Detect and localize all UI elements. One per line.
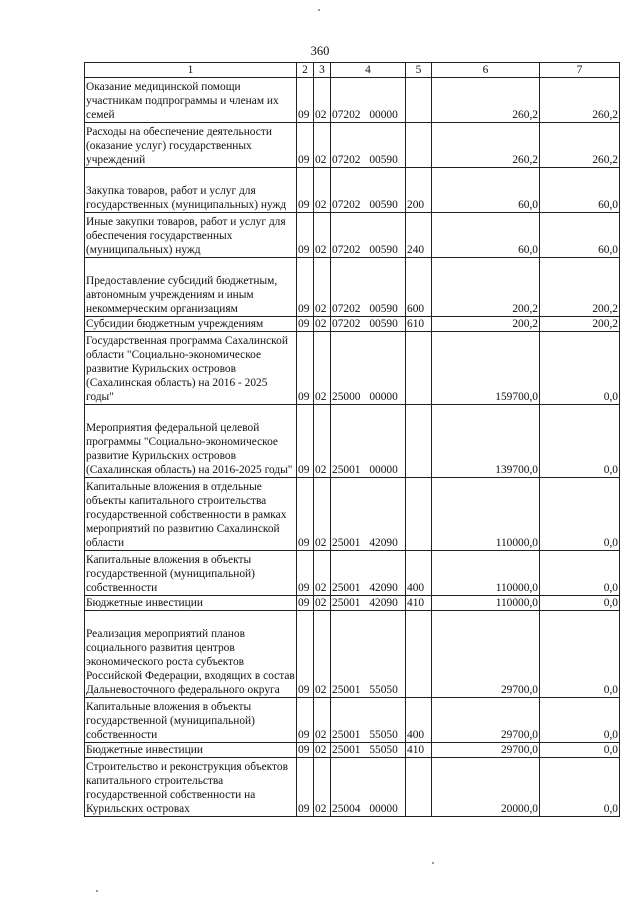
table-row [85, 332, 620, 405]
row-target-article: 07202 00590 [331, 317, 406, 332]
row-expense-type: 200 [406, 168, 432, 213]
header-col-5: 5 [406, 63, 432, 78]
table-row [85, 123, 620, 168]
header-col-1: 1 [85, 63, 297, 78]
table-row [85, 698, 620, 743]
row-sum-1: 159700,0 [432, 332, 540, 405]
row-razdel: 09 [297, 405, 314, 478]
row-target-article: 07202 00000 [331, 78, 406, 123]
row-sum-2: 0,0 [540, 743, 620, 758]
row-sum-2: 0,0 [540, 332, 620, 405]
scan-speck [96, 890, 98, 892]
row-expense-type [406, 123, 432, 168]
row-name: Закупка товаров, работ и услуг для государственных (муниципальных) нужд [85, 168, 297, 213]
row-sum-1: 110000,0 [432, 551, 540, 596]
row-podrazdel: 02 [314, 405, 331, 478]
row-sum-2: 0,0 [540, 478, 620, 551]
row-podrazdel: 02 [314, 743, 331, 758]
row-expense-type [406, 758, 432, 817]
row-target-article: 25001 55050 [331, 611, 406, 698]
row-expense-type: 400 [406, 551, 432, 596]
row-sum-1: 29700,0 [432, 698, 540, 743]
table-row [85, 611, 620, 698]
row-name: Государственная программа Сахалинской области "Социально-экономическое развитие Курильских островов (Сахалинская область) на 2016 - 2025 годы" [85, 332, 297, 405]
scan-speck [432, 862, 434, 864]
table-row [85, 743, 620, 758]
row-sum-1: 260,2 [432, 78, 540, 123]
row-expense-type: 410 [406, 743, 432, 758]
row-sum-2: 200,2 [540, 317, 620, 332]
row-razdel: 09 [297, 698, 314, 743]
row-name: Оказание медицинской помощи участникам подпрограммы и членам их семей [85, 78, 297, 123]
table-row [85, 78, 620, 123]
row-podrazdel: 02 [314, 551, 331, 596]
row-expense-type [406, 478, 432, 551]
row-expense-type [406, 611, 432, 698]
row-sum-2: 0,0 [540, 551, 620, 596]
row-sum-1: 110000,0 [432, 596, 540, 611]
row-target-article: 25001 42090 [331, 596, 406, 611]
row-podrazdel: 02 [314, 258, 331, 317]
row-expense-type [406, 405, 432, 478]
row-sum-1: 29700,0 [432, 743, 540, 758]
row-expense-type: 240 [406, 213, 432, 258]
row-expense-type: 400 [406, 698, 432, 743]
row-podrazdel: 02 [314, 332, 331, 405]
row-name: Субсидии бюджетным учреждениям [85, 317, 297, 332]
row-expense-type: 610 [406, 317, 432, 332]
row-razdel: 09 [297, 317, 314, 332]
row-razdel: 09 [297, 743, 314, 758]
row-name: Предоставление субсидий бюджетным, автономным учреждениям и иным некоммерческим организациям [85, 258, 297, 317]
row-target-article: 25001 42090 [331, 551, 406, 596]
table-row [85, 405, 620, 478]
row-target-article: 07202 00590 [331, 258, 406, 317]
row-sum-1: 60,0 [432, 213, 540, 258]
row-name: Мероприятия федеральной целевой программы "Социально-экономическое развитие Курильских островов (Сахалинская область) на 2016-2025 годы" [85, 405, 297, 478]
row-sum-2: 0,0 [540, 405, 620, 478]
row-target-article: 07202 00590 [331, 168, 406, 213]
page-number: 360 [310, 44, 330, 58]
row-razdel: 09 [297, 168, 314, 213]
row-podrazdel: 02 [314, 698, 331, 743]
row-sum-2: 0,0 [540, 611, 620, 698]
header-col-6: 6 [432, 63, 540, 78]
row-target-article: 25001 55050 [331, 743, 406, 758]
row-sum-2: 60,0 [540, 213, 620, 258]
row-sum-1: 200,2 [432, 258, 540, 317]
row-podrazdel: 02 [314, 168, 331, 213]
row-name: Расходы на обеспечение деятельности (оказание услуг) государственных учреждений [85, 123, 297, 168]
row-name: Капитальные вложения в объекты государственной (муниципальной) собственности [85, 698, 297, 743]
row-expense-type: 600 [406, 258, 432, 317]
row-name: Иные закупки товаров, работ и услуг для обеспечения государственных (муниципальных) нужд [85, 213, 297, 258]
row-sum-2: 200,2 [540, 258, 620, 317]
row-target-article: 25001 42090 [331, 478, 406, 551]
header-col-4: 4 [331, 63, 406, 78]
table-row [85, 551, 620, 596]
row-podrazdel: 02 [314, 78, 331, 123]
header-col-3: 3 [314, 63, 331, 78]
budget-table [84, 62, 620, 817]
row-sum-1: 260,2 [432, 123, 540, 168]
row-sum-2: 260,2 [540, 78, 620, 123]
table-row [85, 596, 620, 611]
row-podrazdel: 02 [314, 611, 331, 698]
row-name: Капитальные вложения в объекты государственной (муниципальной) собственности [85, 551, 297, 596]
row-razdel: 09 [297, 551, 314, 596]
row-sum-2: 0,0 [540, 698, 620, 743]
row-sum-1: 200,2 [432, 317, 540, 332]
row-name: Реализация мероприятий планов социального развития центров экономического роста субъектов Российской Федерации, входящих в состав Дальневосточного федерального округа [85, 611, 297, 698]
row-target-article: 25001 00000 [331, 405, 406, 478]
row-target-article: 25000 00000 [331, 332, 406, 405]
row-razdel: 09 [297, 123, 314, 168]
row-sum-1: 110000,0 [432, 478, 540, 551]
row-sum-2: 0,0 [540, 596, 620, 611]
scan-speck [318, 9, 320, 11]
row-sum-2: 60,0 [540, 168, 620, 213]
row-name: Строительство и реконструкция объектов капитального строительства государственной собственности на Курильских островах [85, 758, 297, 817]
table-row [85, 478, 620, 551]
row-razdel: 09 [297, 758, 314, 817]
row-sum-2: 260,2 [540, 123, 620, 168]
table-row [85, 758, 620, 817]
table-row [85, 168, 620, 213]
row-expense-type [406, 78, 432, 123]
row-razdel: 09 [297, 213, 314, 258]
row-expense-type [406, 332, 432, 405]
row-expense-type: 410 [406, 596, 432, 611]
row-target-article: 25001 55050 [331, 698, 406, 743]
row-target-article: 25004 00000 [331, 758, 406, 817]
row-razdel: 09 [297, 332, 314, 405]
table-row [85, 317, 620, 332]
row-sum-1: 60,0 [432, 168, 540, 213]
row-razdel: 09 [297, 78, 314, 123]
row-podrazdel: 02 [314, 478, 331, 551]
row-sum-2: 0,0 [540, 758, 620, 817]
row-sum-1: 20000,0 [432, 758, 540, 817]
row-razdel: 09 [297, 596, 314, 611]
row-razdel: 09 [297, 258, 314, 317]
row-razdel: 09 [297, 478, 314, 551]
row-podrazdel: 02 [314, 123, 331, 168]
row-podrazdel: 02 [314, 213, 331, 258]
row-podrazdel: 02 [314, 317, 331, 332]
row-name: Капитальные вложения в отдельные объекты капитального строительства государственной собственности в рамках мероприятий по развитию Сахалинской области [85, 478, 297, 551]
row-sum-1: 29700,0 [432, 611, 540, 698]
table-row [85, 213, 620, 258]
row-name: Бюджетные инвестиции [85, 743, 297, 758]
header-col-2: 2 [297, 63, 314, 78]
header-col-7: 7 [540, 63, 620, 78]
row-name: Бюджетные инвестиции [85, 596, 297, 611]
row-target-article: 07202 00590 [331, 123, 406, 168]
row-target-article: 07202 00590 [331, 213, 406, 258]
header-row [85, 63, 620, 78]
row-podrazdel: 02 [314, 758, 331, 817]
row-sum-1: 139700,0 [432, 405, 540, 478]
row-podrazdel: 02 [314, 596, 331, 611]
table-row [85, 258, 620, 317]
row-razdel: 09 [297, 611, 314, 698]
